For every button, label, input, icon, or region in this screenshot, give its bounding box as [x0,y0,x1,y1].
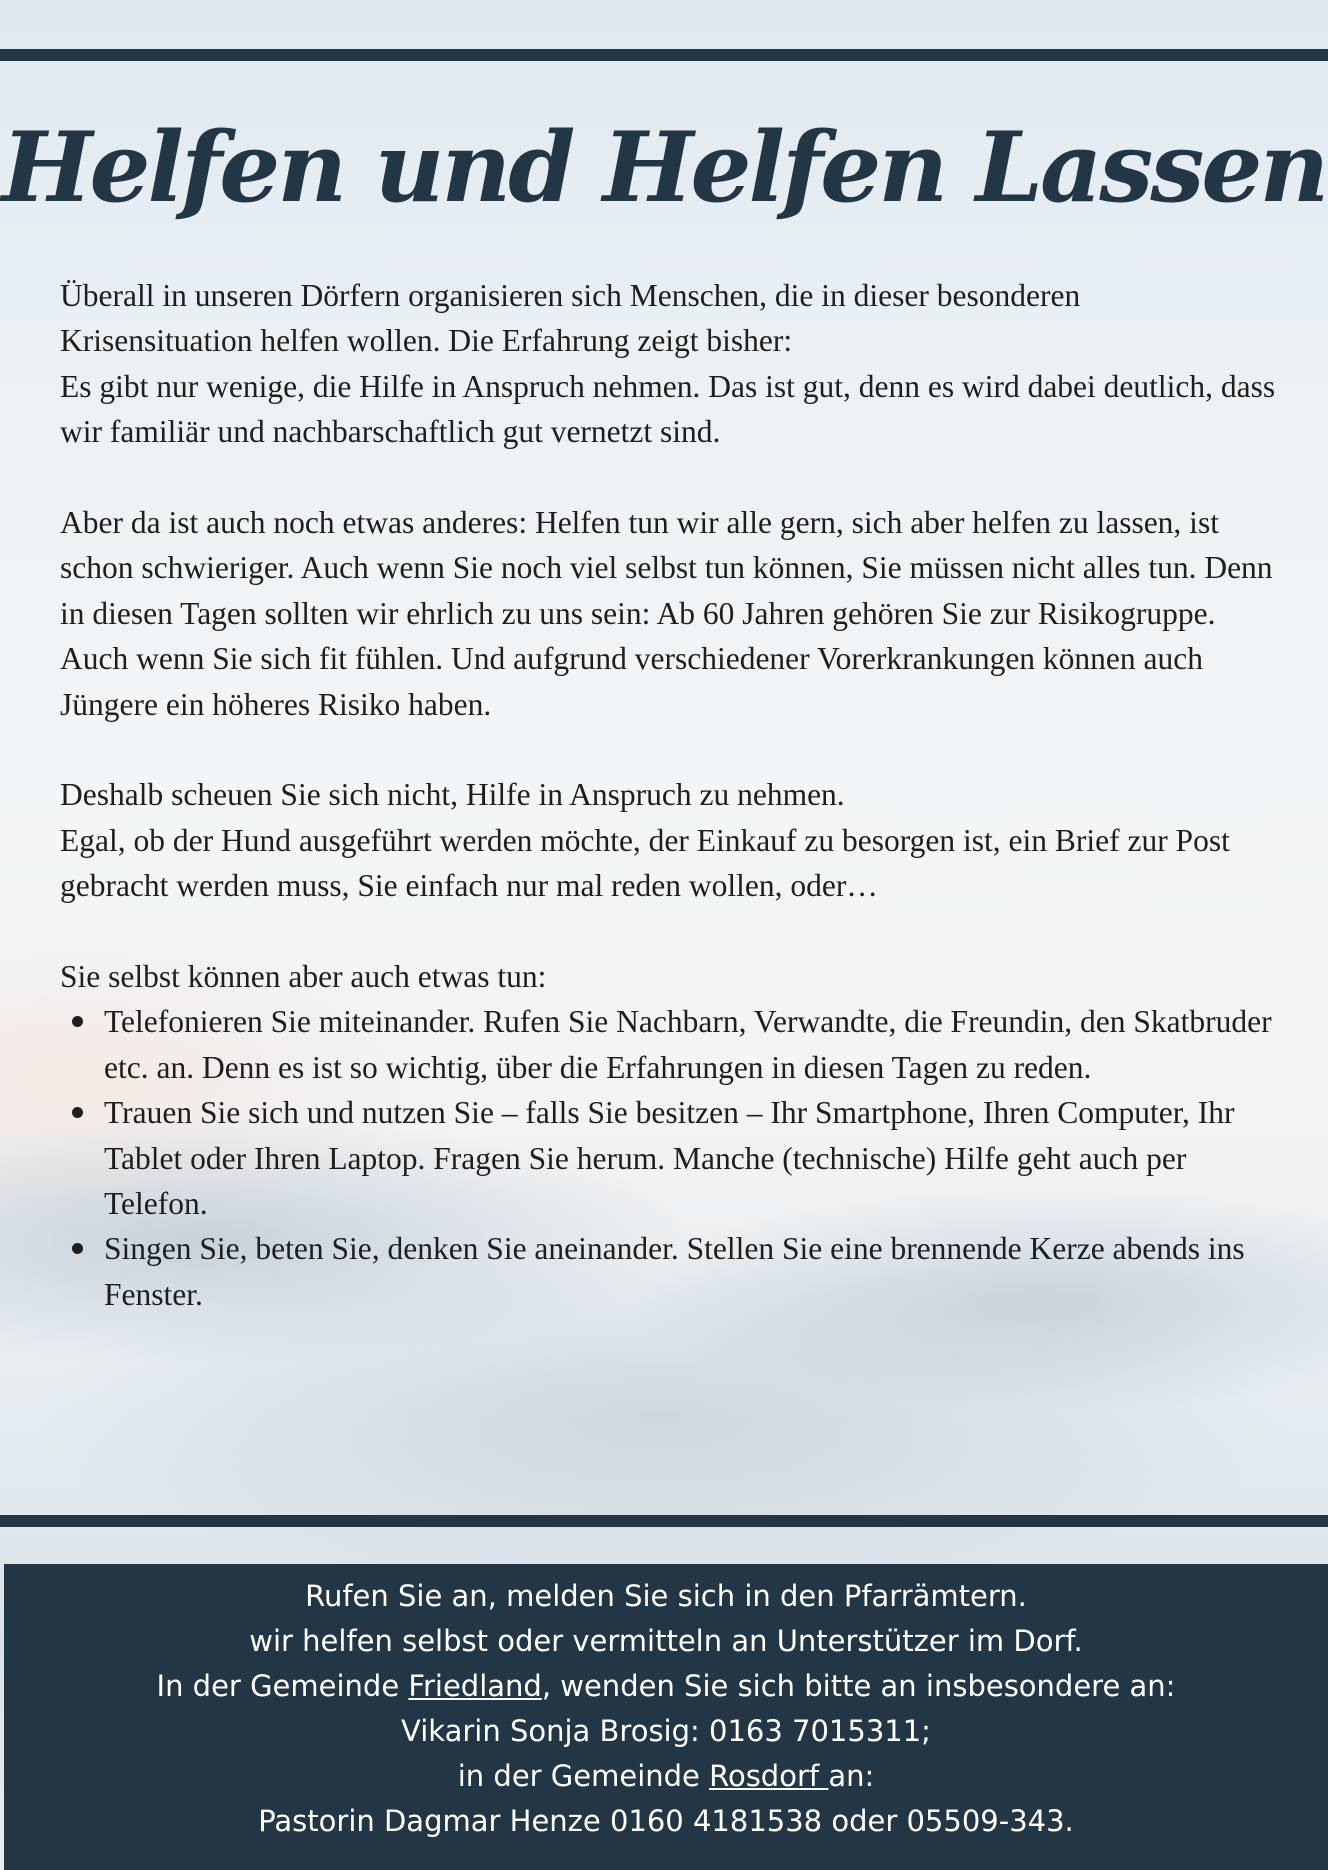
list-item-text: Telefonieren Sie miteinander. Rufen Sie Nachbarn, Verwandte, die Freundin, den Skatbruder etc. an. Denn es ist so wichtig, über die Erfahrungen in diesen Tagen zu reden. [104,1004,1272,1085]
list-item [104,1090,1280,1226]
bullet-icon [72,1107,83,1118]
footer-line-3 [4,1664,1328,1709]
page-title: Helfen und Helfen Lassen [1,111,1327,224]
contact-footer [4,1564,1328,1870]
footer-line-4: Vikarin Sonja Brosig: 0163 7015311; [401,1714,931,1748]
footer-line-5-suffix: an: [828,1759,875,1793]
paragraph-self-help: Sie selbst können aber auch etwas tun: [60,959,547,995]
list-item [104,999,1280,1090]
footer-line-3-prefix: In der Gemeinde [156,1669,409,1703]
tips-list [60,999,1280,1317]
footer-line-6: Pastorin Dagmar Henze 0160 4181538 oder 05509-343. [258,1804,1074,1838]
footer-line-5-prefix: in der Gemeinde [457,1759,710,1793]
list-item [104,1226,1280,1317]
footer-line-1: Rufen Sie an, melden Sie sich in den Pfarrämtern. [305,1579,1027,1613]
paragraph-intro-continued: Es gibt nur wenige, die Hilfe in Anspruch nehmen. Das ist gut, denn es wird dabei deutlich, dass wir familiär und nachbarschaftlich gut vernetzt sind. [60,368,1276,450]
footer-line-2: wir helfen selbst oder vermitteln an Unterstützer im Dorf. [249,1624,1083,1658]
paragraph-examples: Egal, ob der Hund ausgeführt werden möchte, der Einkauf zu besorgen ist, ein Brief zur Post gebracht werden muss, Sie einfach nur mal reden wollen, oder… [60,822,1230,904]
bullet-icon [72,1016,83,1027]
paragraph-risk: Aber da ist auch noch etwas anderes: Helfen tun wir alle gern, sich aber helfen zu lassen, ist schon schwieriger. Auch wenn Sie noch viel selbst tun können, Sie müssen nicht alles tun. Denn in diesen Tagen sollten wir ehrlich zu uns sein: Ab 60 Jahren gehören Sie zur Risikogruppe. Auch wenn Sie sich fit fühlen. Und aufgrund verschiedener Vorerkrankungen können auch Jüngere ein höheres Risiko haben. [60,505,1273,722]
friedland-link[interactable]: Friedland [408,1669,542,1703]
footer-line-3-suffix: , wenden Sie sich bitte an insbesondere an: [541,1669,1176,1703]
list-item-text: Singen Sie, beten Sie, denken Sie aneinander. Stellen Sie eine brennende Kerze abends ins Fenster. [104,1231,1245,1312]
paragraph-intro: Überall in unseren Dörfern organisieren sich Menschen, die in dieser besonderen Krisensituation helfen wollen. Die Erfahrung zeigt bisher: [60,278,1081,359]
bottom-rule [0,1515,1328,1527]
rosdorf-link[interactable]: Rosdorf [709,1759,829,1793]
paragraph-help: Deshalb scheuen Sie sich nicht, Hilfe in Anspruch zu nehmen. [60,777,845,813]
list-item-text: Trauen Sie sich und nutzen Sie – falls Sie besitzen – Ihr Smartphone, Ihren Computer, Ihr Tablet oder Ihren Laptop. Fragen Sie herum. Manche (technische) Hilfe geht auch per Telefon. [104,1095,1235,1222]
main-content [60,273,1280,1317]
top-rule [0,49,1328,61]
bullet-icon [72,1243,83,1254]
footer-line-5 [4,1754,1328,1799]
